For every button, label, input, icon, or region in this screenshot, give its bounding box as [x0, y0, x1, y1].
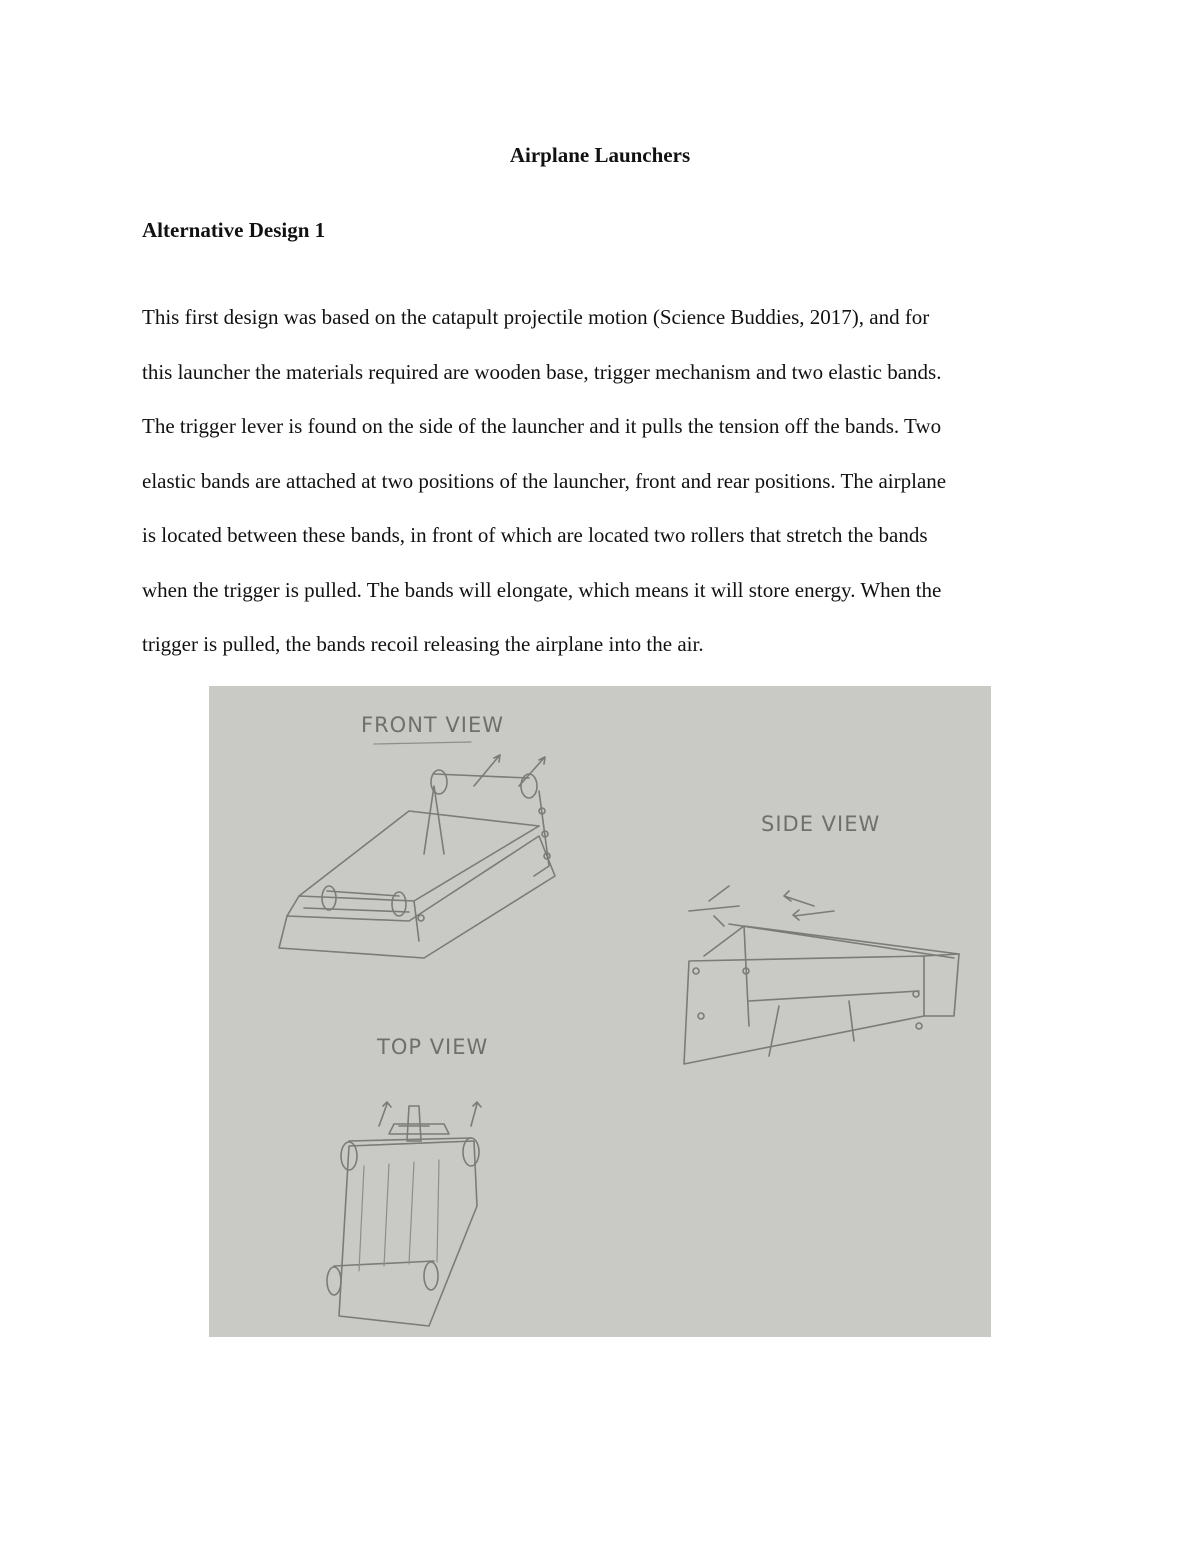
top-view-sketch [327, 1102, 481, 1326]
paragraph-line: This first design was based on the catapult projectile motion (Science Buddies, 2017), and for [142, 305, 930, 329]
section-heading: Alternative Design 1 [142, 218, 326, 242]
side-view-label: SIDE VIEW [761, 812, 881, 836]
launcher-sketch-photo [209, 686, 991, 1337]
paragraph-line: is located between these bands, in front of which are located two rollers that stretch the bands [142, 523, 928, 547]
page-title: Airplane Launchers [509, 143, 691, 167]
paragraph-line: The trigger lever is found on the side of the launcher and it pulls the tension off the bands. Two [142, 414, 942, 438]
top-view-label: TOP VIEW [377, 1035, 489, 1059]
front-view-sketch [279, 755, 555, 958]
paragraph-line: elastic bands are attached at two positions of the launcher, front and rear positions. The airplane [142, 468, 947, 493]
side-view-sketch [684, 886, 959, 1064]
paragraph-line: trigger is pulled, the bands recoil releasing the airplane into the air. [142, 632, 704, 656]
paragraph-line: when the trigger is pulled. The bands will elongate, which means it will store energy. When the [142, 577, 942, 602]
body-paragraph [142, 290, 1062, 672]
paragraph-line: this launcher the materials required are wooden base, trigger mechanism and two elastic bands. [142, 359, 942, 384]
sketch-drawing [209, 686, 991, 1337]
front-view-label: FRONT VIEW [361, 713, 505, 737]
